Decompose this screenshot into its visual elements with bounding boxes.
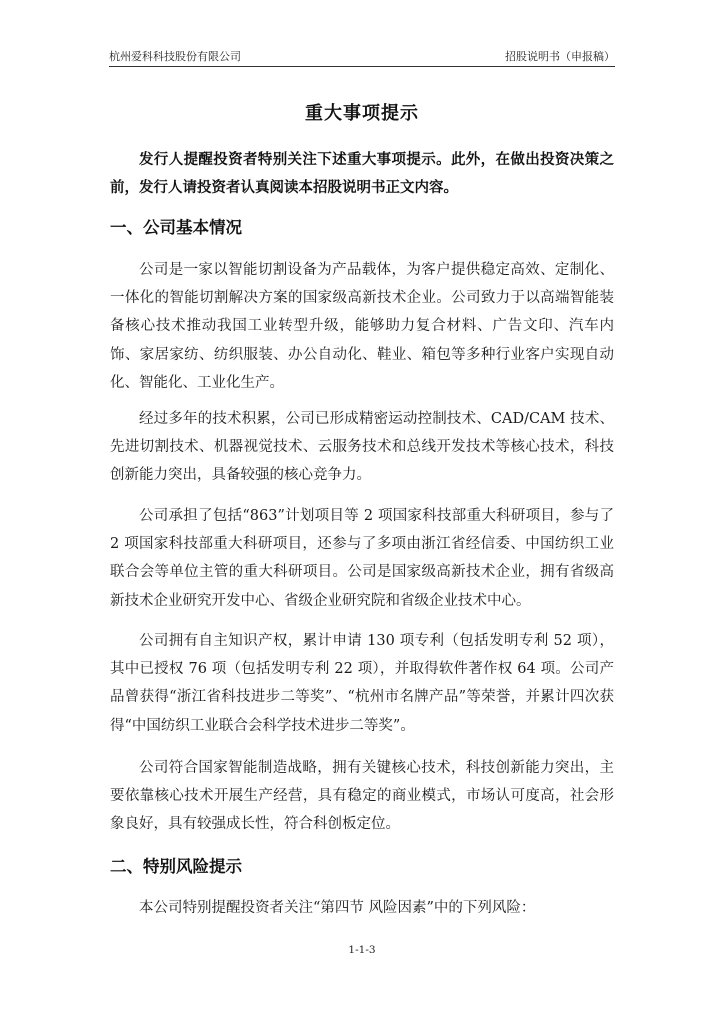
section-heading-risk-notice: 二、特别风险提示 [110,857,242,876]
header-company-name: 杭州爱科科技股份有限公司 [109,50,241,63]
notice-paragraph: 发行人提醒投资者特别关注下述重大事项提示。此外，在做出投资决策之前，发行人请投资者认真阅读本招股说明书正文内容。 [110,152,614,196]
body-paragraph: 本公司特别提醒投资者关注“第四节 风险因素”中的下列风险： [139,900,536,916]
page-title: 重大事项提示 [305,103,419,124]
section-heading-company-overview: 一、公司基本情况 [110,218,242,237]
header-document-type: 招股说明书（申报稿） [505,50,615,63]
body-paragraph: 公司拥有自主知识产权，累计申请 130 项专利（包括发明专利 52 项），其中已授权 76 项（包括发明专利 22 项），并取得软件著作权 64 项。公司产品曾获得“浙江省科技进步二等奖”、“杭州市名牌产品”等荣誉，并累计四次获得“中国纺织工业联合会科学技术进步二等奖”。 [110,633,614,734]
body-paragraph: 公司符合国家智能制造战略，拥有关键核心技术，科技创新能力突出，主要依靠核心技术开展生产经营，具有稳定的商业模式，市场认可度高，社会形象良好，具有较强成长性，符合科创板定位。 [110,760,614,833]
body-paragraph: 公司承担了包括“863”计划项目等 2 项国家科技部重大科研项目，参与了 2 项国家科技部重大科研项目，还参与了多项由浙江省经信委、中国纺织工业联合会等单位主管的重大科研项目。公司是国家级高新技术企业，拥有省级高新技术企业研究开发中心、省级企业研究院和省级企业技术中心。 [110,508,614,609]
page-number: 1-1-3 [348,944,376,956]
body-paragraph: 经过多年的技术积累，公司已形成精密运动控制技术、CAD/CAM 技术、先进切割技术、机器视觉技术、云服务技术和总线开发技术等核心技术，科技创新能力突出，具备较强的核心竞争力。 [110,411,614,484]
body-paragraph: 公司是一家以智能切割设备为产品载体，为客户提供稳定高效、定制化、一体化的智能切割解决方案的国家级高新技术企业。公司致力于以高端智能装备核心技术推动我国工业转型升级，能够助力复合材料、广告文印、汽车内饰、家居家纺、纺织服装、办公自动化、鞋业、箱包等多种行业客户实现自动化、智能化、工业化生产。 [110,262,614,391]
page-header [109,48,615,66]
header-divider [109,66,615,67]
